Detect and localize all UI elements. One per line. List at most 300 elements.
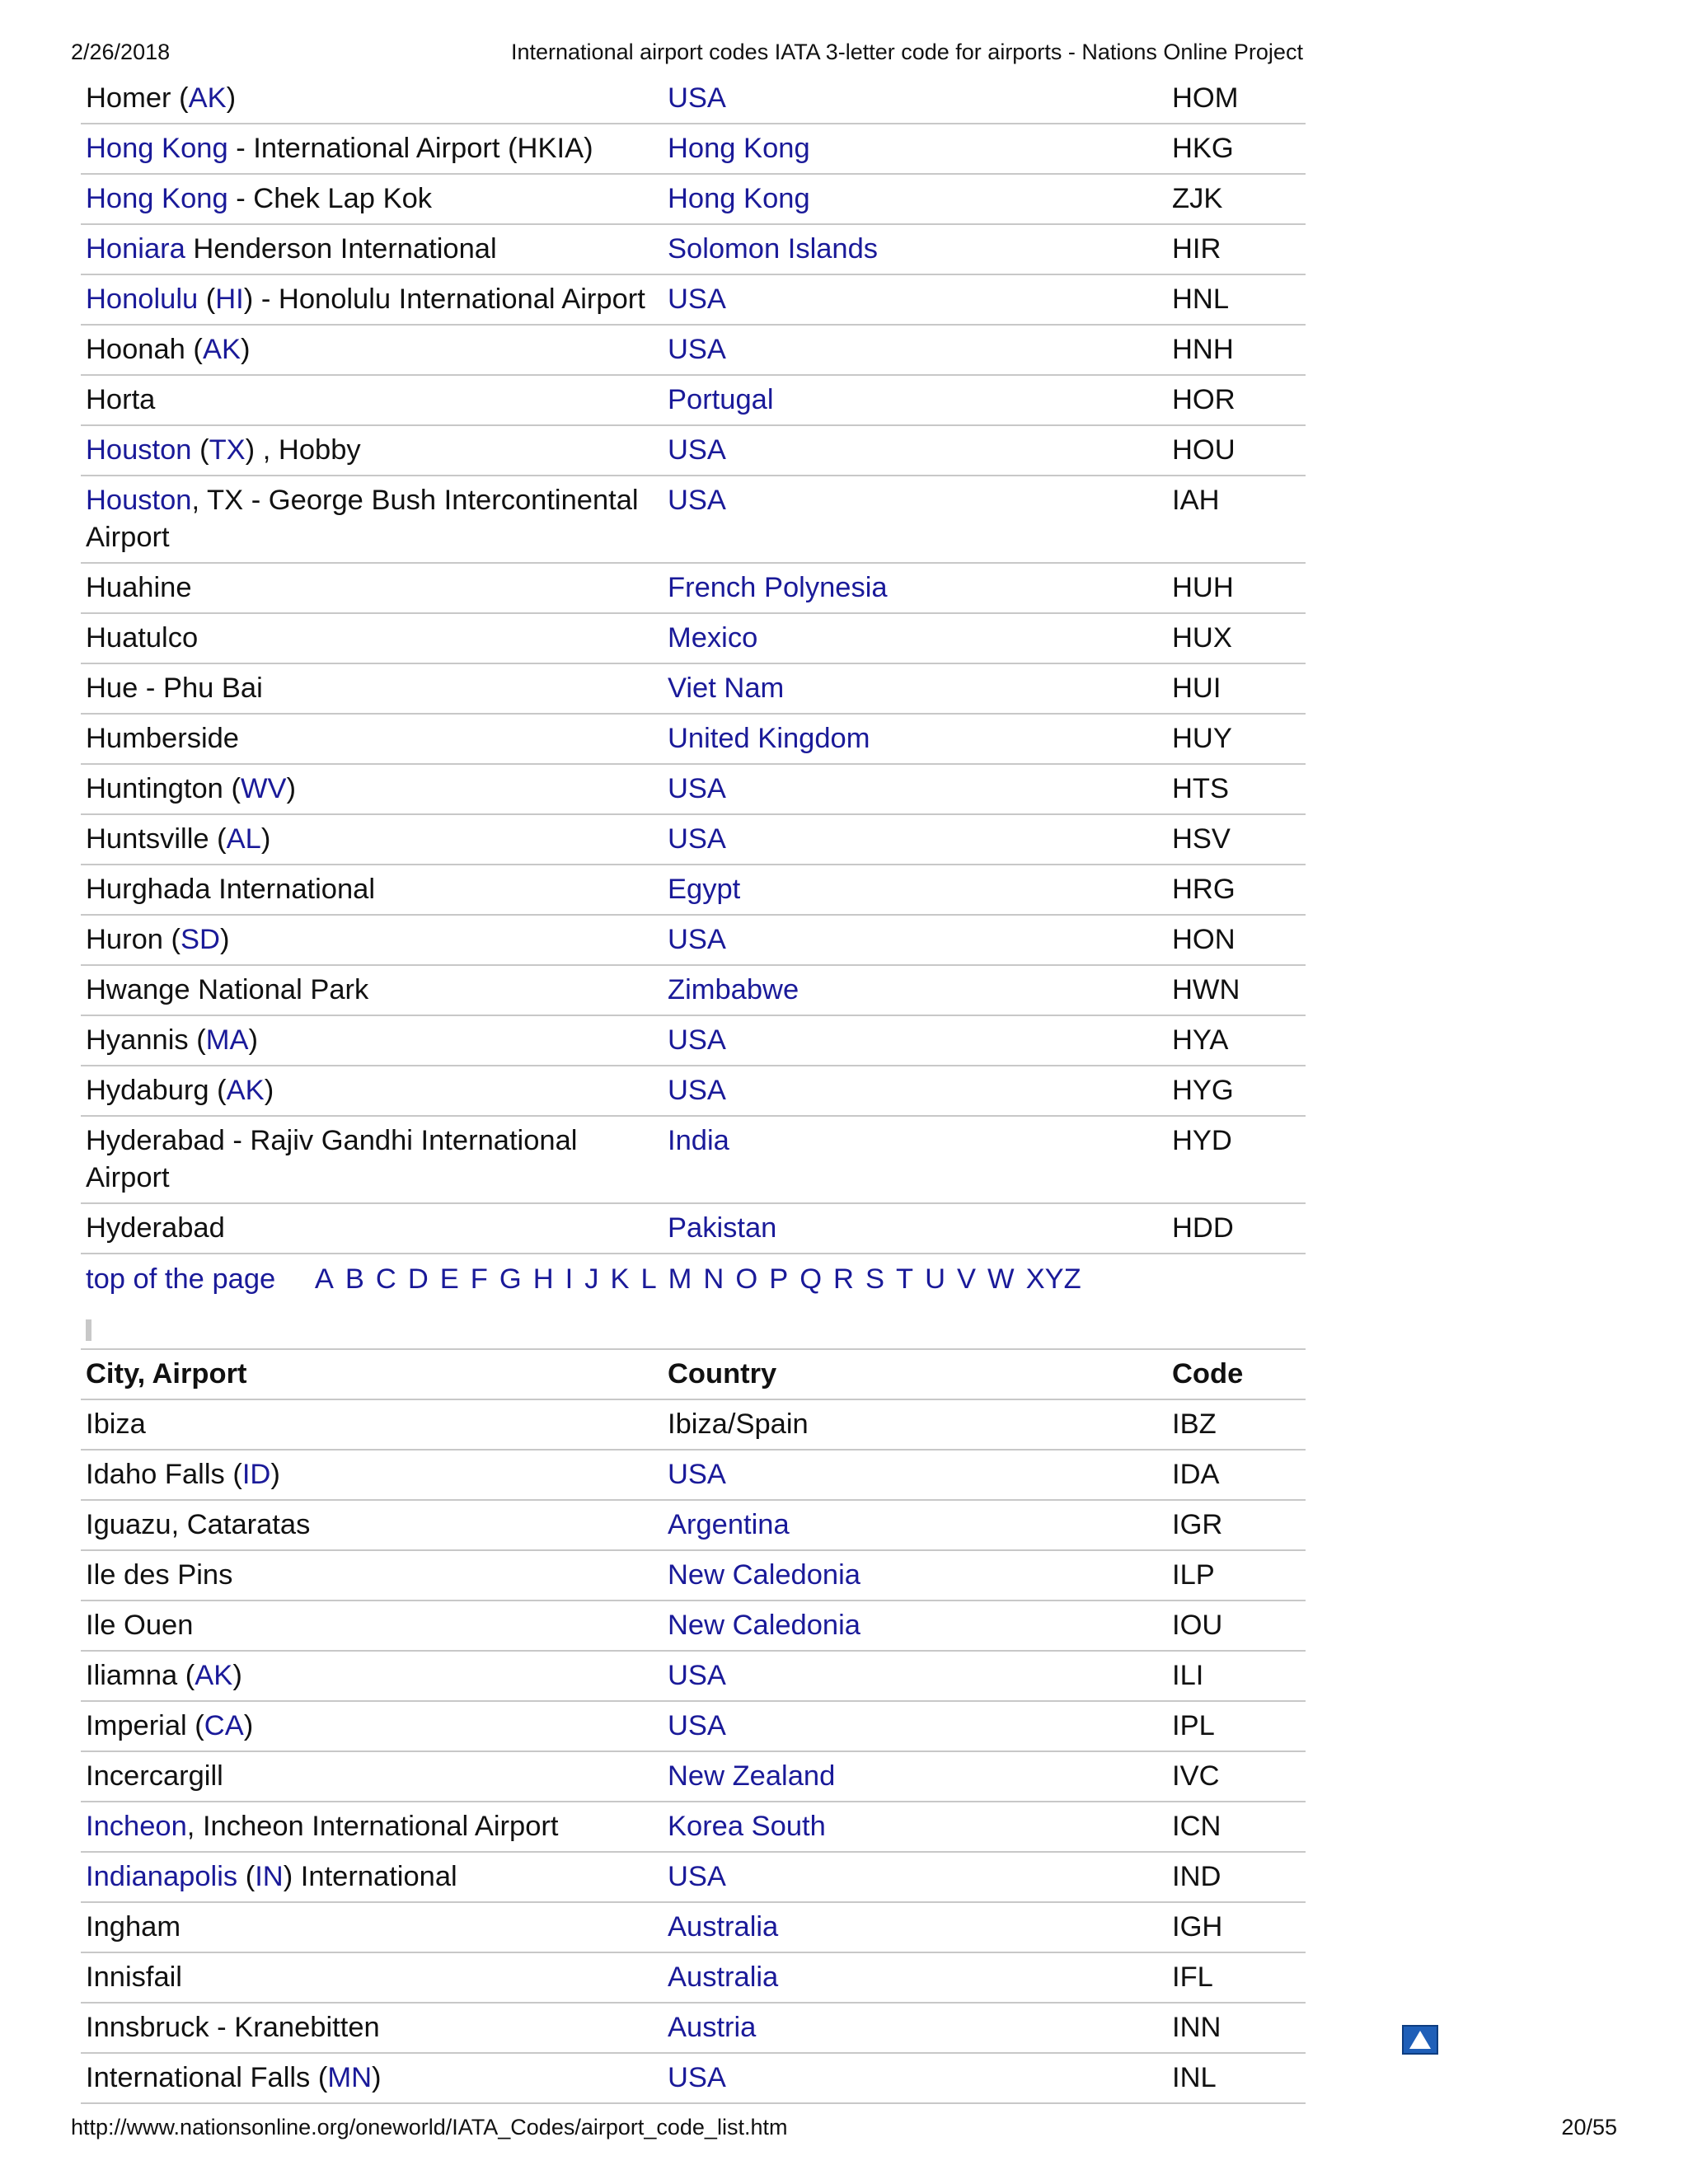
- city-text: Hyderabad: [86, 1212, 225, 1244]
- city-text: Iguazu, Cataratas: [86, 1509, 311, 1540]
- alphabet-link[interactable]: A: [314, 1263, 334, 1295]
- table-row: [81, 1116, 1306, 1203]
- country-link[interactable]: Austria: [668, 2012, 757, 2043]
- city-text: Hwange National Park: [86, 974, 369, 1005]
- page-number: 20/55: [1561, 2115, 1617, 2139]
- iata-code-cell: IGH: [1167, 1902, 1306, 1952]
- city-text: Hydaburg (: [86, 1075, 227, 1106]
- alphabet-link[interactable]: Q: [799, 1263, 823, 1295]
- country-link[interactable]: Korea South: [668, 1811, 826, 1842]
- table-row: [81, 663, 1306, 714]
- up-arrow-icon: [1404, 2027, 1437, 2053]
- city-airport-cell: [81, 613, 663, 663]
- iata-code-cell: HIR: [1167, 224, 1306, 274]
- alphabet-link[interactable]: J: [584, 1263, 599, 1295]
- city-airport-cell: [81, 476, 663, 563]
- alphabet-link[interactable]: E: [439, 1263, 459, 1295]
- country-link[interactable]: Egypt: [668, 874, 741, 905]
- country-link[interactable]: Australia: [668, 1961, 779, 1993]
- city-airport-cell: [81, 2003, 663, 2053]
- city-text: Huntsville (: [86, 823, 227, 855]
- iata-code-cell: HOR: [1167, 375, 1306, 425]
- country-cell: [663, 1802, 1167, 1852]
- city-text: - Chek Lap Kok: [227, 183, 433, 214]
- alphabet-link[interactable]: R: [833, 1263, 854, 1295]
- alphabet-link[interactable]: N: [703, 1263, 724, 1295]
- city-airport-cell: [81, 274, 663, 325]
- i-section-rows: [81, 1399, 1306, 2103]
- table-row: [81, 2053, 1306, 2103]
- country-link[interactable]: USA: [668, 1459, 726, 1490]
- iata-code-cell: IFL: [1167, 1952, 1306, 2003]
- country-link[interactable]: Hong Kong: [668, 183, 810, 214]
- iata-code-cell: HDD: [1167, 1203, 1306, 1254]
- country-link[interactable]: India: [668, 1125, 729, 1156]
- city-airport-cell: [81, 224, 663, 274]
- city-text: Incercargill: [86, 1760, 223, 1792]
- city-airport-cell: [81, 375, 663, 425]
- city-text: ): [264, 1075, 274, 1106]
- city-text: Innsbruck - Kranebitten: [86, 2012, 380, 2043]
- table-row: [81, 915, 1306, 965]
- city-text: Hoonah (: [86, 334, 203, 365]
- alphabet-links: [315, 1263, 1093, 1295]
- city-airport-cell: [81, 1116, 663, 1203]
- alphabet-link[interactable]: K: [610, 1263, 630, 1295]
- alphabet-link[interactable]: M: [668, 1263, 692, 1295]
- iata-code-cell: HUY: [1167, 714, 1306, 764]
- country-link[interactable]: USA: [668, 1660, 726, 1691]
- city-airport-cell: [81, 915, 663, 965]
- city-text: Ile des Pins: [86, 1559, 233, 1591]
- nav-row: [81, 1254, 1306, 1305]
- iata-code-cell: ZJK: [1167, 174, 1306, 224]
- country-cell: [663, 1399, 1167, 1450]
- country-cell: [663, 124, 1167, 174]
- iata-code-cell: HNL: [1167, 274, 1306, 325]
- country-cell: [663, 1902, 1167, 1952]
- alphabet-link[interactable]: L: [640, 1263, 657, 1295]
- section-anchor-cell: [81, 1305, 1306, 1349]
- top-of-page-link[interactable]: top of the page: [86, 1263, 276, 1295]
- section-divider-row: [81, 1305, 1306, 1349]
- country-cell: [663, 1015, 1167, 1066]
- country-cell: [663, 1550, 1167, 1601]
- table-row: [81, 375, 1306, 425]
- country-link[interactable]: United Kingdom: [668, 723, 870, 754]
- city-airport-cell: [81, 1015, 663, 1066]
- country-cell: [663, 1852, 1167, 1902]
- city-airport-cell: [81, 74, 663, 124]
- country-cell: [663, 1701, 1167, 1751]
- alphabet-link[interactable]: V: [956, 1263, 976, 1295]
- country-cell: [663, 2003, 1167, 2053]
- country-cell: [663, 915, 1167, 965]
- table-row: [81, 1952, 1306, 2003]
- alphabet-link[interactable]: P: [769, 1263, 789, 1295]
- country-cell: [663, 425, 1167, 476]
- city-airport-cell: [81, 425, 663, 476]
- table-row: [81, 1651, 1306, 1701]
- city-text: - International Airport (HKIA): [227, 133, 593, 164]
- city-link[interactable]: Houston: [86, 485, 192, 516]
- country-link[interactable]: Argentina: [668, 1509, 790, 1540]
- city-link[interactable]: AK: [188, 82, 227, 114]
- iata-code-cell: HSV: [1167, 814, 1306, 865]
- city-text: , TX - George Bush Intercontinental Airport: [86, 485, 639, 553]
- table-row: [81, 814, 1306, 865]
- table-row: [81, 124, 1306, 174]
- city-airport-cell: [81, 563, 663, 613]
- iata-code-cell: HWN: [1167, 965, 1306, 1015]
- city-link[interactable]: MN: [327, 2062, 373, 2093]
- country-cell: [663, 965, 1167, 1015]
- table-row: [81, 1450, 1306, 1500]
- column-header-city: City, Airport: [81, 1349, 663, 1399]
- city-link[interactable]: MA: [205, 1024, 249, 1056]
- city-text: ): [219, 924, 230, 955]
- country-link[interactable]: USA: [668, 334, 726, 365]
- country-link[interactable]: USA: [668, 434, 726, 466]
- city-text: Iliamna (: [86, 1660, 195, 1691]
- country-cell: [663, 1651, 1167, 1701]
- table-row: [81, 563, 1306, 613]
- city-text: Hyannis (: [86, 1024, 206, 1056]
- city-airport-cell: [81, 1902, 663, 1952]
- city-text: Humberside: [86, 723, 239, 754]
- city-text: Henderson International: [185, 233, 497, 265]
- city-link[interactable]: AK: [195, 1660, 233, 1691]
- country-link[interactable]: USA: [668, 773, 726, 804]
- table-row: [81, 1601, 1306, 1651]
- country-cell: [663, 1203, 1167, 1254]
- country-link[interactable]: Viet Nam: [668, 673, 785, 704]
- city-text: ): [286, 773, 297, 804]
- city-text: Huahine: [86, 572, 192, 603]
- table-row: [81, 714, 1306, 764]
- table-row: [81, 1802, 1306, 1852]
- city-text: Hurghada International: [86, 874, 375, 905]
- city-link[interactable]: Honolulu: [86, 284, 199, 315]
- country-cell: [663, 325, 1167, 375]
- city-link[interactable]: SD: [181, 924, 220, 955]
- iata-code-cell: IPL: [1167, 1701, 1306, 1751]
- city-text: ): [270, 1459, 280, 1490]
- city-text: ) , Hobby: [245, 434, 361, 466]
- city-airport-cell: [81, 1952, 663, 2003]
- country-link[interactable]: USA: [668, 82, 726, 114]
- city-link[interactable]: CA: [204, 1710, 244, 1741]
- h-section-rows: [81, 74, 1306, 1254]
- city-text: ) International: [283, 1861, 457, 1892]
- country-cell: [663, 1751, 1167, 1802]
- country-link[interactable]: New Caledonia: [668, 1610, 860, 1641]
- table-row: [81, 764, 1306, 814]
- iata-code-cell: HOM: [1167, 74, 1306, 124]
- section-anchor-marker: [86, 1319, 91, 1341]
- table-row: [81, 224, 1306, 274]
- city-text: ): [226, 82, 237, 114]
- country-link[interactable]: Solomon Islands: [668, 233, 879, 265]
- table-row: [81, 1399, 1306, 1450]
- country-link[interactable]: French Polynesia: [668, 572, 888, 603]
- country-link[interactable]: New Caledonia: [668, 1559, 860, 1591]
- city-text: ): [240, 334, 251, 365]
- city-text: Ibiza: [86, 1408, 146, 1440]
- city-text: Idaho Falls (: [86, 1459, 242, 1490]
- iata-code-cell: HYG: [1167, 1066, 1306, 1116]
- print-header: [71, 40, 1617, 73]
- alphabet-link[interactable]: G: [499, 1263, 522, 1295]
- country-cell: [663, 663, 1167, 714]
- page-title: International airport codes IATA 3-letter code for airports - Nations Online Project: [511, 40, 1303, 64]
- city-airport-cell: [81, 814, 663, 865]
- country-cell: [663, 74, 1167, 124]
- country-cell: [663, 1116, 1167, 1203]
- city-text: ): [232, 1660, 242, 1691]
- country-link[interactable]: USA: [668, 1024, 726, 1056]
- city-text: , Incheon International Airport: [186, 1811, 559, 1842]
- iata-code-cell: IND: [1167, 1852, 1306, 1902]
- iata-code-cell: IBZ: [1167, 1399, 1306, 1450]
- city-link[interactable]: AL: [226, 823, 261, 855]
- country-link[interactable]: USA: [668, 1861, 726, 1892]
- country-cell: [663, 1066, 1167, 1116]
- table-row: [81, 74, 1306, 124]
- city-airport-cell: [81, 1399, 663, 1450]
- city-link[interactable]: ID: [241, 1459, 271, 1490]
- table-row: [81, 965, 1306, 1015]
- city-airport-cell: [81, 1203, 663, 1254]
- city-airport-cell: [81, 1751, 663, 1802]
- city-text: ): [260, 823, 271, 855]
- country-link[interactable]: Pakistan: [668, 1212, 777, 1244]
- city-link[interactable]: TX: [209, 434, 246, 466]
- country-link[interactable]: USA: [668, 823, 726, 855]
- column-header-code: Code: [1167, 1349, 1306, 1399]
- iata-code-cell: HYA: [1167, 1015, 1306, 1066]
- city-airport-cell: [81, 1701, 663, 1751]
- alphabet-link[interactable]: D: [407, 1263, 429, 1295]
- airport-code-table: [81, 74, 1306, 2104]
- country-cell: [663, 563, 1167, 613]
- country-link[interactable]: USA: [668, 1075, 726, 1106]
- table-row: [81, 1203, 1306, 1254]
- airport-code-table-container: [81, 74, 1306, 2104]
- city-text: Innisfail: [86, 1961, 182, 1993]
- country-cell: [663, 714, 1167, 764]
- iata-code-cell: ICN: [1167, 1802, 1306, 1852]
- city-link[interactable]: Houston: [86, 434, 192, 466]
- i-section-header: [81, 1349, 1306, 1399]
- alphabet-link[interactable]: S: [865, 1263, 884, 1295]
- iata-code-cell: INL: [1167, 2053, 1306, 2103]
- country-text: Ibiza/Spain: [668, 1408, 809, 1440]
- table-row: [81, 1066, 1306, 1116]
- table-header-row: [81, 1349, 1306, 1399]
- city-link[interactable]: WV: [240, 773, 287, 804]
- table-row: [81, 425, 1306, 476]
- country-link[interactable]: USA: [668, 485, 726, 516]
- city-link[interactable]: Hong Kong: [86, 133, 228, 164]
- city-airport-cell: [81, 865, 663, 915]
- country-cell: [663, 1952, 1167, 2003]
- city-text: ): [243, 1710, 254, 1741]
- country-cell: [663, 764, 1167, 814]
- iata-code-cell: IOU: [1167, 1601, 1306, 1651]
- country-cell: [663, 1450, 1167, 1500]
- city-text: (: [191, 434, 209, 466]
- city-text: Huron (: [86, 924, 181, 955]
- city-text: Homer (: [86, 82, 189, 114]
- iata-code-cell: IAH: [1167, 476, 1306, 563]
- city-link[interactable]: IN: [255, 1861, 284, 1892]
- city-link[interactable]: Incheon: [86, 1811, 187, 1842]
- iata-code-cell: IDA: [1167, 1450, 1306, 1500]
- city-airport-cell: [81, 663, 663, 714]
- city-link[interactable]: Honiara: [86, 233, 185, 265]
- city-link[interactable]: AK: [226, 1075, 265, 1106]
- city-link[interactable]: HI: [215, 284, 244, 315]
- table-row: [81, 613, 1306, 663]
- letter-navigation: [81, 1254, 1306, 1349]
- city-airport-cell: [81, 1500, 663, 1550]
- city-text: (: [198, 284, 216, 315]
- table-row: [81, 2003, 1306, 2053]
- country-link[interactable]: New Zealand: [668, 1760, 836, 1792]
- table-row: [81, 1015, 1306, 1066]
- country-cell: [663, 274, 1167, 325]
- alphabet-link[interactable]: W: [987, 1263, 1015, 1295]
- city-text: ) - Honolulu International Airport: [243, 284, 645, 315]
- city-airport-cell: [81, 124, 663, 174]
- city-link[interactable]: Hong Kong: [86, 183, 228, 214]
- table-row: [81, 1902, 1306, 1952]
- country-cell: [663, 865, 1167, 915]
- iata-code-cell: INN: [1167, 2003, 1306, 2053]
- country-cell: [663, 613, 1167, 663]
- city-airport-cell: [81, 1450, 663, 1500]
- iata-code-cell: HKG: [1167, 124, 1306, 174]
- country-cell: [663, 174, 1167, 224]
- alphabet-link[interactable]: I: [565, 1263, 574, 1295]
- city-text: Huatulco: [86, 622, 199, 654]
- city-text: Huntington (: [86, 773, 241, 804]
- country-link[interactable]: Mexico: [668, 622, 758, 654]
- table-row: [81, 476, 1306, 563]
- iata-code-cell: ILP: [1167, 1550, 1306, 1601]
- city-link[interactable]: AK: [202, 334, 241, 365]
- country-link[interactable]: USA: [668, 1710, 726, 1741]
- country-cell: [663, 1601, 1167, 1651]
- table-row: [81, 1751, 1306, 1802]
- city-airport-cell: [81, 1651, 663, 1701]
- city-airport-cell: [81, 1601, 663, 1651]
- table-row: [81, 1550, 1306, 1601]
- country-cell: [663, 375, 1167, 425]
- iata-code-cell: HRG: [1167, 865, 1306, 915]
- city-text: Ile Ouen: [86, 1610, 194, 1641]
- iata-code-cell: ILI: [1167, 1651, 1306, 1701]
- city-text: ): [372, 2062, 382, 2093]
- city-airport-cell: [81, 2053, 663, 2103]
- country-link[interactable]: Australia: [668, 1911, 779, 1943]
- alphabet-link[interactable]: H: [532, 1263, 554, 1295]
- country-cell: [663, 814, 1167, 865]
- city-text: ): [248, 1024, 258, 1056]
- table-row: [81, 325, 1306, 375]
- city-airport-cell: [81, 764, 663, 814]
- page-url: http://www.nationsonline.org/oneworld/IATA_Codes/airport_code_list.htm: [71, 2115, 788, 2139]
- iata-code-cell: HYD: [1167, 1116, 1306, 1203]
- city-airport-cell: [81, 714, 663, 764]
- iata-code-cell: IVC: [1167, 1751, 1306, 1802]
- city-text: (: [237, 1861, 256, 1892]
- alphabet-link[interactable]: F: [470, 1263, 488, 1295]
- table-row: [81, 1500, 1306, 1550]
- iata-code-cell: HUH: [1167, 563, 1306, 613]
- iata-code-cell: HUX: [1167, 613, 1306, 663]
- city-airport-cell: [81, 325, 663, 375]
- table-row: [81, 865, 1306, 915]
- alphabet-link[interactable]: T: [895, 1263, 914, 1295]
- country-link[interactable]: Portugal: [668, 384, 774, 415]
- country-cell: [663, 476, 1167, 563]
- alphabet-link[interactable]: B: [345, 1263, 364, 1295]
- country-link[interactable]: USA: [668, 924, 726, 955]
- city-airport-cell: [81, 965, 663, 1015]
- iata-code-cell: HNH: [1167, 325, 1306, 375]
- city-text: Hyderabad - Rajiv Gandhi International Airport: [86, 1125, 578, 1193]
- iata-code-cell: IGR: [1167, 1500, 1306, 1550]
- column-header-country: Country: [663, 1349, 1167, 1399]
- alphabet-link[interactable]: C: [375, 1263, 396, 1295]
- country-cell: [663, 224, 1167, 274]
- scroll-to-top-button[interactable]: [1402, 2025, 1438, 2055]
- country-link[interactable]: USA: [668, 2062, 726, 2093]
- city-airport-cell: [81, 1066, 663, 1116]
- alphabet-link[interactable]: U: [925, 1263, 945, 1295]
- city-airport-cell: [81, 1550, 663, 1601]
- city-text: International Falls (: [86, 2062, 328, 2093]
- country-cell: [663, 2053, 1167, 2103]
- iata-code-cell: HUI: [1167, 663, 1306, 714]
- city-text: Ingham: [86, 1911, 181, 1943]
- table-row: [81, 1701, 1306, 1751]
- city-airport-cell: [81, 1802, 663, 1852]
- city-link[interactable]: Indianapolis: [86, 1861, 238, 1892]
- print-date: 2/26/2018: [71, 40, 171, 64]
- iata-code-cell: HON: [1167, 915, 1306, 965]
- city-text: Imperial (: [86, 1710, 204, 1741]
- country-cell: [663, 1500, 1167, 1550]
- alphabet-link[interactable]: XYZ: [1025, 1263, 1081, 1295]
- nav-cell: [81, 1254, 1306, 1305]
- city-text: Horta: [86, 384, 156, 415]
- city-airport-cell: [81, 1852, 663, 1902]
- city-airport-cell: [81, 174, 663, 224]
- country-link[interactable]: USA: [668, 284, 726, 315]
- iata-code-cell: HOU: [1167, 425, 1306, 476]
- alphabet-link[interactable]: O: [735, 1263, 758, 1295]
- country-link[interactable]: Hong Kong: [668, 133, 810, 164]
- table-row: [81, 274, 1306, 325]
- iata-code-cell: HTS: [1167, 764, 1306, 814]
- city-text: Hue - Phu Bai: [86, 673, 263, 704]
- country-link[interactable]: Zimbabwe: [668, 974, 799, 1005]
- table-row: [81, 174, 1306, 224]
- table-row: [81, 1852, 1306, 1902]
